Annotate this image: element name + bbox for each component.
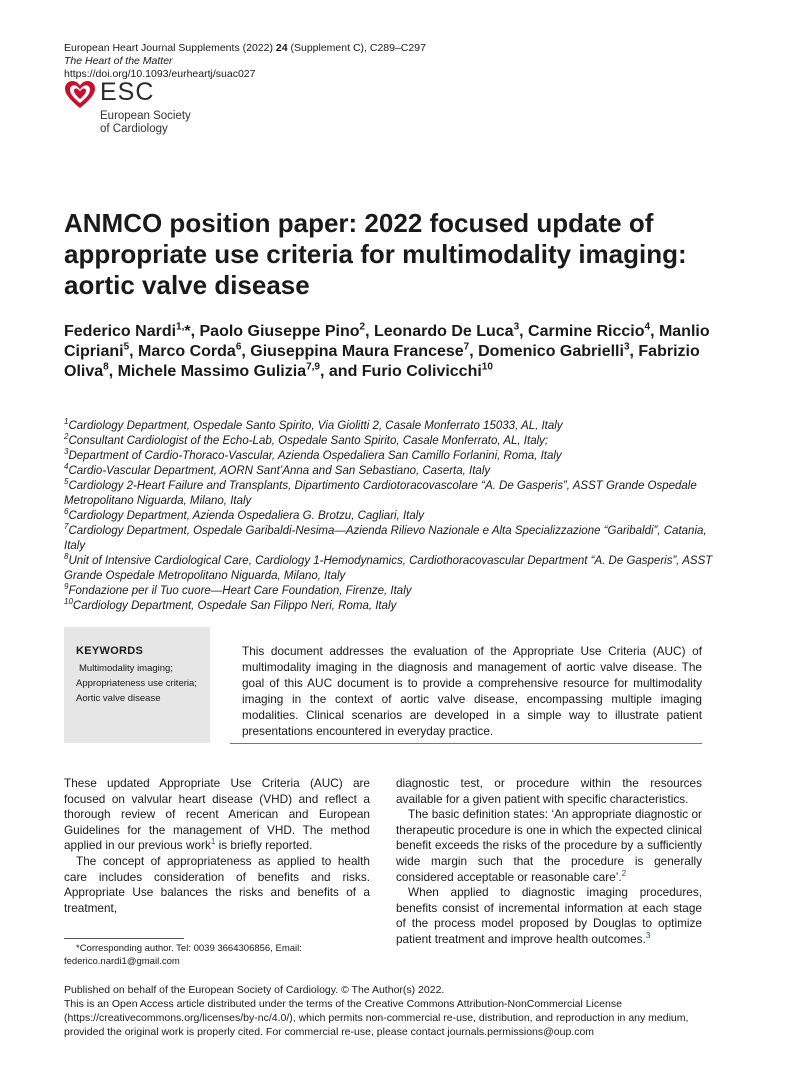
affiliation-number: 2	[64, 432, 69, 442]
affiliation-number: 7	[64, 522, 69, 532]
license-footer	[64, 983, 724, 1039]
keyword-item: Aortic valve disease	[76, 693, 161, 704]
abstract-box	[230, 627, 702, 744]
paragraph-text: The basic definition states: ‘An appropriate diagnostic or therapeutic procedure is one in which the expected clinical benefit exceeds the risks of the procedure by a sufficiently wide margin such that the procedure is generally considered acceptable or reasonable care’.	[396, 807, 702, 884]
footnote-rule	[64, 938, 184, 939]
author-name: Marco Corda	[138, 343, 236, 360]
author-name: Manlio Cipriani	[64, 323, 710, 360]
body-column-right	[396, 776, 702, 948]
citation-volume: 24	[275, 42, 288, 54]
affiliation-number: 3	[64, 447, 69, 457]
author-name: Carmine Riccio	[528, 323, 645, 340]
author-affiliation-sup: 4	[644, 321, 651, 333]
affiliation-text: Fondazione per il Tuo cuore—Heart Care Foundation, Firenze, Italy	[68, 585, 412, 597]
affiliation-number: 5	[64, 477, 69, 487]
author-name: Giuseppina Maura Francese	[250, 343, 464, 360]
affiliation-text: Cardiology Department, Azienda Ospedaliera G. Brotzu, Cagliari, Italy	[68, 510, 425, 522]
affiliation-number: 8	[64, 552, 69, 562]
affiliation-number: 6	[64, 507, 69, 517]
author-affiliation-sup: 6	[235, 341, 242, 353]
affiliation-item	[64, 509, 724, 524]
affiliation-item	[64, 434, 724, 449]
author-affiliation-sup: 5	[123, 341, 130, 353]
journal-citation	[64, 42, 426, 55]
abstract-text: This document addresses the evaluation of the Appropriate Use Criteria (AUC) of multimodality imaging in the diagnosis and management of aortic valve disease. The goal of this AUC document is to provide a comprehensive resource for multimodality imaging in the context of aortic valve disease, encompassing multiple imaging modalities. Clinical scenarios are developed in a simple way to illustrate patient presentations encountered in everyday practice.	[242, 644, 702, 738]
affiliation-text: Cardio-Vascular Department, AORN Sant’Anna and San Sebastiano, Caserta, Italy	[68, 465, 491, 477]
keyword-item: Multimodality imaging;	[79, 663, 173, 674]
keyword-item: Appropriateness use criteria;	[76, 678, 197, 689]
corresponding-mark: *	[184, 323, 191, 340]
esc-logo[interactable]	[62, 80, 222, 140]
author-affiliation-sup: 10	[481, 361, 493, 373]
affiliation-text: Consultant Cardiologist of the Echo-Lab, Ospedale Santo Spirito, Casale Monferrato, AL, Italy;	[68, 435, 549, 447]
affiliation-item	[64, 419, 724, 434]
body-paragraph	[396, 807, 702, 885]
body-paragraph: diagnostic test, or procedure within the resources available for a given patient with specific characteristics.	[396, 776, 702, 806]
author-name: Furio Colivicchi	[361, 363, 482, 380]
author-affiliation-sup: 3	[623, 341, 630, 353]
author-affiliation-sup: 1,	[176, 321, 185, 333]
journal-section: The Heart of the Matter	[64, 55, 173, 67]
affiliation-item	[64, 554, 724, 584]
paragraph-text: When applied to diagnostic imaging procedures, benefits consist of incremental information at each stage of the process model proposed by Douglas to optimize patient treatment and improve health outcomes.	[396, 885, 702, 946]
author-list: Federico Nardi$^{1,}$*, Paolo Giuseppe Pino$^2$, Leonardo De Luca$^3$, Carmine Riccio$^4$, Manlio Cipriani$^5$, Marco Corda$^6$, Giuseppina Maura Francese$^7$, Domenico Gabrielli$^3$, Fabrizio Oliva$^8$, Michele Massimo Gulizia$^{7,9}$, and Furio Colivicchi$^{10}$	[64, 321, 710, 380]
affiliation-text: Cardiology 2-Heart Failure and Transplants, Dipartimento Cardiotoracovascolare “A. De Gasperis”, ASST Grande Ospedale Metropolitano Niguarda, Milano, Italy	[64, 480, 697, 507]
author-name: Paolo Giuseppe Pino	[199, 323, 360, 340]
affiliation-text: Department of Cardio-Thoraco-Vascular, Azienda Ospedaliera San Camillo Forlanini, Roma, Italy	[68, 450, 562, 462]
author-name: Domenico Gabrielli	[478, 343, 624, 360]
affiliation-item	[64, 479, 724, 509]
logo-subtitle	[100, 110, 191, 136]
affiliation-number: 1	[64, 417, 69, 427]
affiliation-number: 4	[64, 462, 69, 472]
author-name: Fabrizio Oliva	[64, 343, 700, 380]
body-paragraph	[64, 776, 370, 854]
author-name: Leonardo De Luca	[373, 323, 514, 340]
affiliation-text: Cardiology Department, Ospedale Santo Spirito, Via Giolitti 2, Casale Monferrato 15033, AL, Italy	[68, 420, 563, 432]
publisher-line: Published on behalf of the European Society of Cardiology. © The Author(s) 2022.	[64, 984, 445, 996]
reference-link[interactable]: 3	[645, 931, 651, 941]
affiliation-item	[64, 524, 724, 554]
affiliation-list	[64, 419, 724, 614]
author-name: Federico Nardi	[64, 323, 177, 340]
author-affiliation-sup: 2	[359, 321, 366, 333]
citation-suffix: (Supplement C), C289–C297	[287, 42, 426, 54]
affiliation-item	[64, 464, 724, 479]
author-affiliation-sup: 3	[513, 321, 520, 333]
affiliation-text: Unit of Intensive Cardiological Care, Cardiology 1-Hemodynamics, Cardiothoracovascular Department “A. De Gasperis”, ASST Grande Ospedale Metropolitano Niguarda, Milano, Italy	[64, 555, 713, 582]
corresponding-author-footnote: *Corresponding author. Tel: 0039 3664306856, Email: federico.nardi1@gmail.com	[64, 943, 302, 967]
author-affiliation-sup: 7	[463, 341, 470, 353]
author-affiliation-sup: 7,9	[306, 361, 320, 373]
logo-line-1: European Society	[100, 110, 191, 122]
paragraph-text: These updated Appropriate Use Criteria (AUC) are focused on valvular heart disease (VHD) and reflect a thorough review of recent American and European Guidelines for the management of VHD. The method applied in our previous work	[64, 776, 370, 853]
paragraph-text: is briefly reported.	[215, 838, 313, 853]
logo-line-2: of Cardiology	[100, 123, 168, 135]
author-name: Michele Massimo Gulizia	[117, 363, 307, 380]
reference-link[interactable]: 2	[621, 868, 627, 878]
keywords-heading: KEYWORDS	[76, 645, 144, 657]
reference-link[interactable]: 1	[210, 837, 216, 847]
affiliation-item	[64, 449, 724, 464]
citation-prefix: European Heart Journal Supplements (2022)	[64, 42, 276, 54]
logo-abbr: ESC	[100, 78, 155, 106]
paper-title: ANMCO position paper: 2022 focused update of appropriate use criteria for multimodality imaging: aortic valve disease	[64, 208, 687, 300]
affiliation-item	[64, 599, 724, 614]
body-paragraph: The concept of appropriateness as applied to health care includes consideration of benefits and risks. Appropriate Use balances the risks and benefits of a treatment,	[64, 853, 370, 915]
author-affiliation-sup: 8	[103, 361, 109, 373]
doi-link[interactable]: https://doi.org/10.1093/eurheartj/suac027	[64, 68, 256, 80]
affiliation-text: Cardiology Department, Ospedale Garibaldi-Nesima—Azienda Rilievo Nazionale e Alta Specializzazione “Garibaldi”, Catania, Italy	[64, 525, 707, 552]
keywords-list	[76, 661, 197, 706]
keywords-box	[64, 627, 210, 743]
affiliation-item	[64, 584, 724, 599]
body-paragraph	[396, 885, 702, 947]
body-column-left	[64, 776, 370, 916]
license-text: This is an Open Access article distributed under the terms of the Creative Commons Attribution-NonCommercial License (https://creativecommons.org/licenses/by-nc/4.0/), which permits non-commercial re-use, distribution, and reproduction in any medium, provided the original work is properly cited. For commercial re-use, please contact journals.permissions@oup.com	[64, 998, 689, 1038]
affiliation-text: Cardiology Department, Ospedale San Filippo Neri, Roma, Italy	[72, 600, 397, 612]
affiliation-number: 10	[64, 597, 73, 607]
affiliation-number: 9	[64, 582, 69, 592]
heart-logo-icon	[64, 80, 96, 110]
